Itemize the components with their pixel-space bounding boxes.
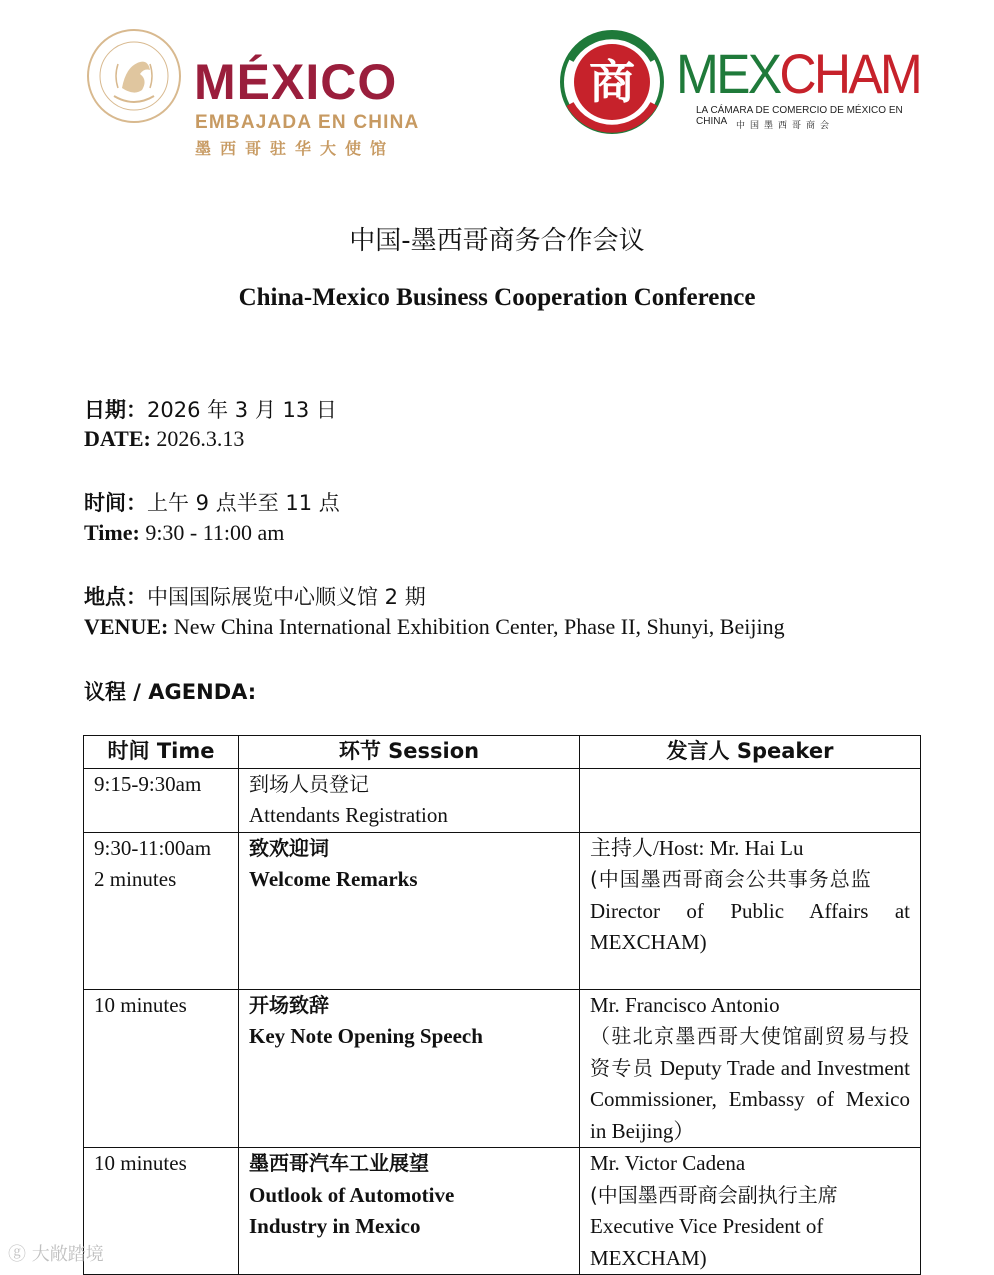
- mexcham-title-green: MEX: [676, 42, 780, 105]
- header-session: 环节 Session: [239, 736, 580, 769]
- agenda-label: 议程 / AGENDA:: [84, 680, 257, 704]
- agenda-heading: [84, 676, 256, 706]
- time-cn-label: 时间：: [84, 491, 147, 515]
- speaker-title-cn: (中国墨西哥商会公共事务总监: [590, 867, 872, 891]
- table-header-row: [84, 736, 921, 769]
- speaker-name: 主持人/Host: Mr. Hai Lu: [590, 835, 804, 860]
- document-title-chinese: 中国-墨西哥商务合作会议: [349, 226, 645, 256]
- mexcham-title: [676, 44, 920, 104]
- time-text: 10 minutes: [94, 992, 187, 1017]
- date-cn-value: 2026 年 3 月 13 日: [147, 398, 337, 422]
- time-cell: [84, 768, 239, 832]
- shang-character: 商: [589, 55, 635, 109]
- venue-cn-value: 中国国际展览中心顺义馆 2 期: [147, 585, 426, 609]
- time-en-line: [84, 520, 284, 546]
- speaker-title-en: Director of Public Affairs at MEXCHAM): [590, 898, 910, 954]
- date-en-value: 2026.3.13: [150, 426, 245, 451]
- watermark-text: 大敞踏境: [31, 1244, 104, 1265]
- speaker-name: Mr. Victor Cadena: [590, 1151, 746, 1175]
- session-en: Key Note Opening Speech: [249, 1024, 483, 1048]
- speaker-cell: [580, 832, 921, 989]
- session-cn: 致欢迎词: [249, 835, 329, 860]
- agenda-table: [83, 735, 921, 1275]
- duration-text: 2 minutes: [94, 867, 177, 891]
- date-cn-line: [84, 394, 337, 424]
- session-cell: [239, 832, 580, 989]
- mexcham-subtitle: LA CÁMARA DE COMERCIO DE MÉXICO EN CHINA: [696, 105, 903, 127]
- session-cell: [239, 989, 580, 1148]
- speaker-title-cn: （驻北京墨西哥大使馆副贸易与投资专员: [590, 1024, 910, 1080]
- mexcham-emblem-icon: [560, 30, 664, 134]
- speaker-cell: [580, 1148, 921, 1275]
- date-cn-label: 日期：: [84, 398, 147, 422]
- mexico-title: MÉXICO: [194, 54, 398, 110]
- time-text: 9:15-9:30am: [94, 771, 202, 796]
- time-text: 9:30-11:00am: [94, 835, 212, 860]
- session-en: Attendants Registration: [249, 803, 448, 827]
- session-en: Welcome Remarks: [249, 867, 418, 891]
- date-en-label: DATE:: [84, 426, 151, 451]
- table-row: [84, 1148, 921, 1275]
- time-cn-line: [84, 487, 340, 517]
- document-title-english: China-Mexico Business Cooperation Conference: [238, 284, 756, 311]
- speaker-cell: [580, 989, 921, 1148]
- mexcham-title-red: CHAM: [779, 42, 921, 105]
- mexico-coat-of-arms-seal: [84, 26, 184, 126]
- time-en-value: 9:30 - 11:00 am: [139, 520, 285, 545]
- time-cn-value: 上午 9 点半至 11 点: [147, 491, 340, 515]
- session-cn: 开场致辞: [249, 992, 329, 1017]
- time-cell: [84, 989, 239, 1148]
- time-text: 10 minutes: [94, 1151, 187, 1175]
- embassy-logo: [84, 26, 464, 158]
- venue-cn-label: 地点：: [84, 585, 147, 609]
- session-cn: 到场人员登记: [249, 771, 369, 796]
- table-row: [84, 768, 921, 832]
- table-row: [84, 989, 921, 1148]
- session-cell: [239, 768, 580, 832]
- embassy-chinese-name: 墨西哥驻华大使馆: [195, 139, 396, 158]
- watermark: ⓖ 大敞踏境: [8, 1244, 104, 1265]
- session-cn: 墨西哥汽车工业展望: [249, 1151, 429, 1175]
- venue-en-value: New China International Exhibition Center, Phase II, Shunyi, Beijing: [168, 614, 785, 639]
- speaker-title-cn: (中国墨西哥商会副执行主席: [590, 1182, 838, 1207]
- time-en-label: Time:: [84, 520, 140, 545]
- session-cell: [239, 1148, 580, 1275]
- venue-en-label: VENUE:: [84, 614, 169, 639]
- embassy-subtitle: EMBAJADA EN CHINA: [195, 112, 420, 133]
- session-en: Outlook of Automotive Industry in Mexico: [249, 1182, 455, 1238]
- date-en-line: [84, 426, 244, 452]
- venue-en-line: [84, 614, 785, 640]
- time-cell: [84, 832, 239, 989]
- venue-cn-line: [84, 581, 426, 611]
- mexcham-chinese-name: 中国墨西哥商会: [736, 121, 835, 131]
- header-speaker: 发言人 Speaker: [580, 736, 921, 769]
- mexcham-logo: [560, 30, 920, 135]
- table-row: [84, 832, 921, 989]
- speaker-title-en: Deputy Trade and Investment Commissioner, Embassy of Mexico in Beijing）: [590, 1055, 911, 1143]
- speaker-name: Mr. Francisco Antonio: [590, 992, 780, 1017]
- speaker-title-en: Executive Vice President of MEXCHAM): [590, 1214, 824, 1270]
- header-time: 时间 Time: [84, 736, 239, 769]
- speaker-cell: [580, 768, 921, 832]
- time-cell: [84, 1148, 239, 1275]
